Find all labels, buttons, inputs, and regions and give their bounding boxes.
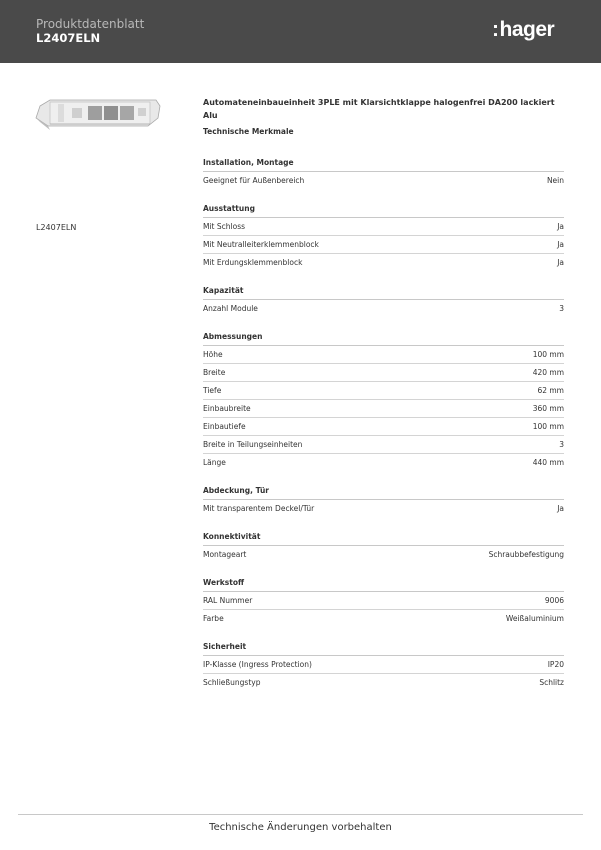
feature-section <box>203 485 564 517</box>
feature-row <box>203 592 564 610</box>
feature-section <box>203 331 564 471</box>
feature-label: Geeignet für Außenbereich <box>203 176 305 185</box>
feature-value: Schlitz <box>539 678 564 687</box>
feature-row <box>203 254 564 271</box>
product-code-label: L2407ELN <box>36 223 77 232</box>
feature-row <box>203 364 564 382</box>
footer-divider <box>18 814 583 815</box>
section-title: Kapazität <box>203 285 564 300</box>
feature-row <box>203 172 564 189</box>
feature-row <box>203 346 564 364</box>
logo-text: hager <box>499 18 555 41</box>
datasheet-content <box>203 96 564 705</box>
product-title: Automateneinbaueinheit 3PLE mit Klarsichtklappe halogenfrei DA200 lackiert Alu <box>203 98 555 120</box>
feature-value: 100 mm <box>532 350 564 359</box>
feature-row <box>203 400 564 418</box>
feature-label: Einbaubreite <box>203 404 251 413</box>
feature-row <box>203 300 564 317</box>
feature-label: Schließungstyp <box>203 678 261 687</box>
hager-logo <box>492 18 554 42</box>
feature-value: Nein <box>546 176 564 185</box>
feature-label: Mit transparentem Deckel/Tür <box>203 504 315 513</box>
feature-value: 420 mm <box>532 368 564 377</box>
feature-label: Tiefe <box>203 386 222 395</box>
section-title: Abmessungen <box>203 331 564 346</box>
feature-label: Farbe <box>203 614 224 623</box>
feature-value: 62 mm <box>537 386 564 395</box>
enclosure-product-image <box>34 96 162 134</box>
feature-section <box>203 531 564 563</box>
section-title: Werkstoff <box>203 577 564 592</box>
feature-value: Ja <box>557 240 564 249</box>
feature-row <box>203 546 564 563</box>
logo-dots: : <box>492 18 499 41</box>
feature-value: Ja <box>557 222 564 231</box>
feature-sections <box>203 157 564 691</box>
feature-row <box>203 418 564 436</box>
feature-row <box>203 500 564 517</box>
feature-label: Mit Erdungsklemmenblock <box>203 258 303 267</box>
feature-label: Einbautiefe <box>203 422 246 431</box>
feature-section <box>203 285 564 317</box>
feature-label: IP-Klasse (Ingress Protection) <box>203 660 312 669</box>
feature-value: 3 <box>559 304 564 313</box>
footer-note: Technische Änderungen vorbehalten <box>209 822 392 833</box>
feature-value: Weißaluminium <box>505 614 564 623</box>
feature-section <box>203 641 564 691</box>
feature-value: Ja <box>557 504 564 513</box>
section-title: Sicherheit <box>203 641 564 656</box>
feature-row <box>203 218 564 236</box>
feature-label: Breite <box>203 368 226 377</box>
section-title: Ausstattung <box>203 203 564 218</box>
feature-value: 440 mm <box>532 458 564 467</box>
section-title: Konnektivität <box>203 531 564 546</box>
feature-value: Schraubbefestigung <box>488 550 564 559</box>
features-heading: Technische Merkmale <box>203 127 294 136</box>
page-header <box>0 0 601 63</box>
feature-value: Ja <box>557 258 564 267</box>
feature-label: Montageart <box>203 550 247 559</box>
section-title: Installation, Montage <box>203 157 564 172</box>
feature-value: 9006 <box>544 596 564 605</box>
feature-section <box>203 157 564 189</box>
product-code-header: L2407ELN <box>36 31 101 45</box>
feature-label: RAL Nummer <box>203 596 253 605</box>
section-title: Abdeckung, Tür <box>203 485 564 500</box>
feature-label: Länge <box>203 458 226 467</box>
feature-label: Mit Schloss <box>203 222 246 231</box>
feature-row <box>203 436 564 454</box>
feature-label: Höhe <box>203 350 223 359</box>
document-type: Produktdatenblatt <box>36 17 145 31</box>
feature-label: Breite in Teilungseinheiten <box>203 440 303 449</box>
feature-value: IP20 <box>547 660 564 669</box>
feature-row <box>203 674 564 691</box>
feature-row <box>203 656 564 674</box>
feature-label: Anzahl Module <box>203 304 258 313</box>
feature-label: Mit Neutralleiterklemmenblock <box>203 240 319 249</box>
feature-value: 3 <box>559 440 564 449</box>
feature-row <box>203 236 564 254</box>
feature-section <box>203 577 564 627</box>
feature-row <box>203 454 564 471</box>
feature-row <box>203 610 564 627</box>
feature-value: 360 mm <box>532 404 564 413</box>
feature-value: 100 mm <box>532 422 564 431</box>
feature-section <box>203 203 564 271</box>
feature-row <box>203 382 564 400</box>
